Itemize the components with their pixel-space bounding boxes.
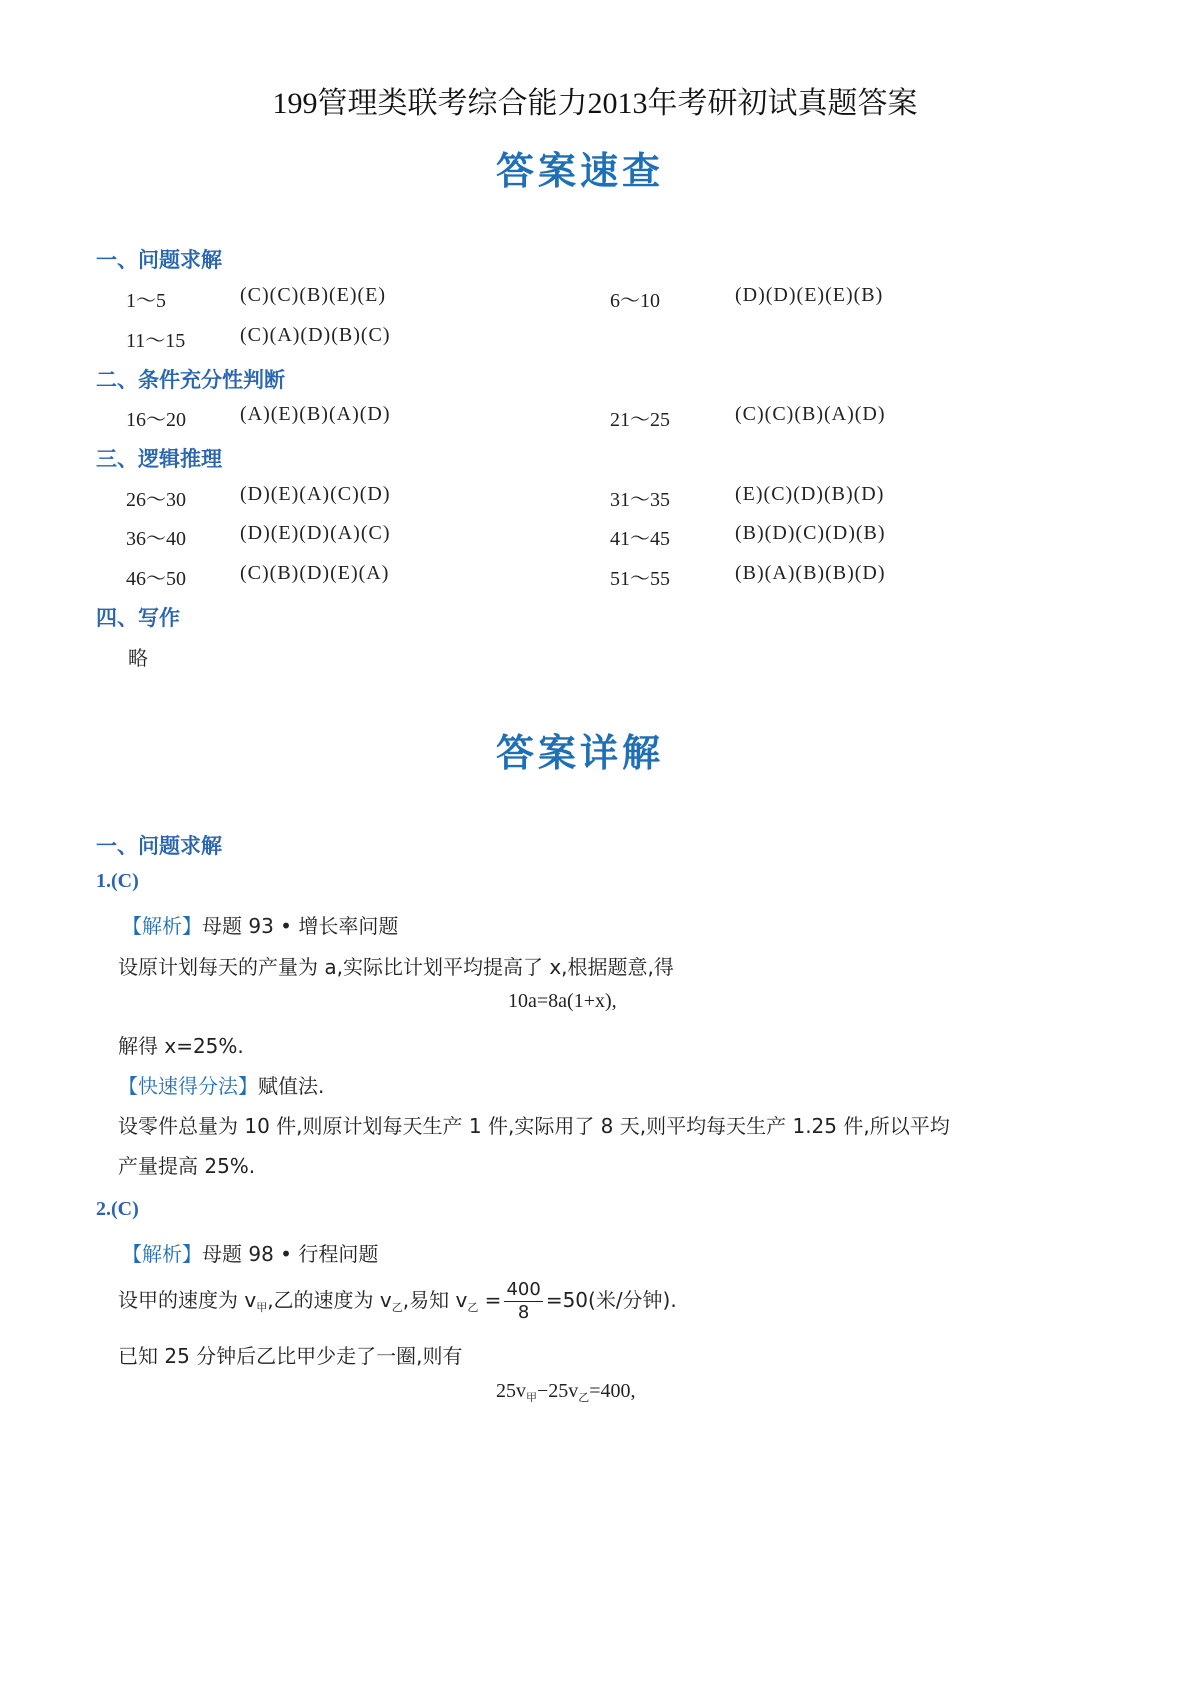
analysis-topic: 母题 98 • 行程问题: [202, 1242, 379, 1266]
writing-answer: 略: [128, 646, 148, 670]
text-segment: ,易知 v: [402, 1288, 468, 1312]
detail-answer-heading: 答案详解: [495, 731, 664, 775]
fraction-numerator: 400: [506, 1279, 541, 1300]
solution-text: 已知 25 分钟后乙比甲少走了一圈,则有: [118, 1344, 463, 1368]
analysis-topic: 母题 93 • 增长率问题: [202, 914, 399, 938]
answer-range: 6～10: [610, 290, 660, 312]
answer-range: 11～15: [126, 330, 186, 352]
quick-section-2-title: 二、条件充分性判断: [96, 368, 285, 392]
speed-definition-line: [118, 1278, 677, 1330]
text-segment: −25v: [537, 1380, 579, 1402]
subscript: 甲: [256, 1301, 268, 1314]
text-segment: 25v: [496, 1380, 526, 1402]
quick-section-4-title: 四、写作: [96, 606, 180, 630]
text-segment: =50(米/分钟).: [545, 1288, 677, 1312]
answer-range: 21～25: [610, 409, 670, 431]
equals-sign: =: [478, 1288, 502, 1312]
document-title: 199管理类联考综合能力2013年考研初试真题答案: [272, 87, 918, 120]
answer-range: 36～40: [126, 528, 186, 550]
subscript: 甲: [526, 1391, 537, 1404]
answer-list: (D)(D)(E)(E)(B): [735, 284, 884, 306]
answer-range: 26～30: [126, 489, 186, 511]
text-segment: ,乙的速度为 v: [267, 1288, 392, 1312]
fraction: [504, 1281, 542, 1322]
answer-list: (A)(E)(B)(A)(D): [240, 403, 391, 425]
answer-list: (C)(B)(D)(E)(A): [240, 562, 390, 584]
subscript: 乙: [578, 1391, 590, 1404]
analysis-tag: 【解析】: [122, 914, 202, 938]
answer-list: (E)(C)(D)(B)(D): [735, 483, 885, 505]
answer-list: (B)(D)(C)(D)(B): [735, 522, 886, 544]
question-number: 1.(C): [96, 870, 139, 892]
answer-list: (C)(A)(D)(B)(C): [240, 324, 391, 346]
quick-method-tag: 【快速得分法】: [118, 1074, 258, 1098]
fraction-denominator: 8: [517, 1302, 530, 1323]
equation: 10a=8a(1+x),: [508, 990, 617, 1012]
answer-list: (B)(A)(B)(B)(D): [735, 562, 886, 584]
answer-list: (D)(E)(A)(C)(D): [240, 483, 391, 505]
solution-text: 设零件总量为 10 件,则原计划每天生产 1 件,实际用了 8 天,则平均每天生产 1.25 件,所以平均: [118, 1114, 950, 1138]
equation: [496, 1380, 636, 1405]
quick-section-1-title: 一、问题求解: [96, 248, 222, 272]
quick-method-line: [118, 1070, 324, 1099]
text-segment: =400,: [589, 1380, 636, 1402]
question-number: 2.(C): [96, 1198, 139, 1220]
quick-answer-heading: 答案速查: [495, 149, 664, 193]
text-segment: 设甲的速度为 v: [118, 1288, 257, 1312]
answer-range: 46～50: [126, 568, 186, 590]
answer-range: 16～20: [126, 409, 186, 431]
answer-range: 1～5: [126, 290, 166, 312]
answer-list: (D)(E)(D)(A)(C): [240, 522, 391, 544]
quick-section-3-title: 三、逻辑推理: [96, 447, 222, 471]
solution-text: 设原计划每天的产量为 a,实际比计划平均提高了 x,根据题意,得: [118, 955, 674, 979]
quick-method-text: 赋值法.: [258, 1074, 325, 1098]
analysis-line: [122, 1238, 378, 1267]
detail-section-1-title: 一、问题求解: [96, 834, 222, 858]
solution-text: 产量提高 25%.: [118, 1154, 256, 1178]
subscript: 乙: [391, 1301, 403, 1314]
analysis-tag: 【解析】: [122, 1242, 202, 1266]
answer-range: 31～35: [610, 489, 670, 511]
answer-range: 51～55: [610, 568, 670, 590]
analysis-line: [122, 910, 398, 939]
subscript: 乙: [467, 1301, 479, 1314]
answer-list: (C)(C)(B)(A)(D): [735, 403, 886, 425]
answer-range: 41～45: [610, 528, 670, 550]
solution-text: 解得 x=25%.: [118, 1034, 244, 1058]
answer-list: (C)(C)(B)(E)(E): [240, 284, 387, 306]
